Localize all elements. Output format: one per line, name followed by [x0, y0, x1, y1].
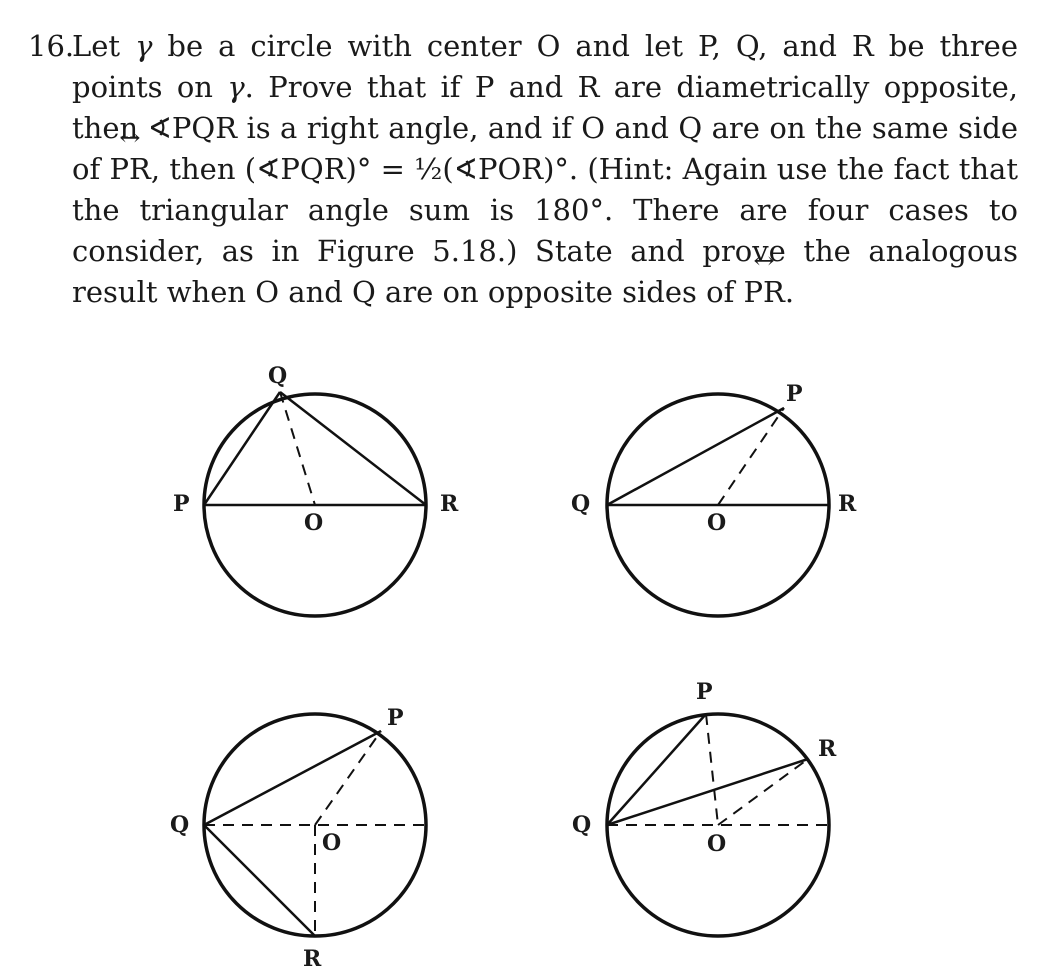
text-part-5: . [784, 275, 795, 309]
segment-qr [280, 392, 426, 505]
line-pr-notation: ↔ PR [744, 272, 785, 313]
label-q: Q [170, 812, 190, 838]
label-p: P [173, 491, 190, 517]
label-o: O [322, 830, 342, 856]
label-o: O [707, 831, 727, 857]
figure-case-2 [571, 381, 857, 616]
gamma-symbol: γ [227, 70, 245, 104]
label-r: R [818, 736, 837, 762]
segment-oq-dashed [280, 392, 315, 505]
text-part-4: , then (∢PQR)° = ½(∢POR)°. (Hint: Again use the fact that the triangular angle sum is 180°. There are four cases to consider, as in Figure 5.18.) State and prove the analogous result when O and Q are on opposite sides of [72, 152, 1018, 309]
figure-case-3 [170, 705, 426, 972]
label-p: P [387, 705, 404, 731]
label-r: R [440, 491, 459, 517]
label-o: O [707, 510, 727, 536]
figure-case-1 [173, 363, 459, 616]
segment-op-dashed [315, 731, 381, 825]
label-r: R [303, 946, 322, 972]
label-q: Q [572, 812, 592, 838]
text-part-2: be a circle with center O and let P, Q, and R be three points on [72, 29, 1018, 104]
label-q: Q [571, 491, 591, 517]
segment-po-dashed [706, 714, 718, 825]
gamma-symbol: γ [135, 29, 153, 63]
label-r: R [838, 491, 857, 517]
segment-op-dashed [718, 408, 784, 505]
label-q: Q [268, 363, 288, 389]
text-part-1: Let [72, 29, 136, 63]
segment-or-dashed [718, 759, 808, 825]
figure-case-4 [572, 679, 837, 936]
line-pr-notation: ↔ PR [109, 149, 150, 190]
segment-pq [204, 392, 280, 505]
segment-qp [607, 408, 784, 505]
label-p: P [696, 679, 713, 705]
segment-qp [204, 731, 381, 825]
problem-number: 16. [28, 29, 75, 63]
text-part-3: . Prove that if P and R are diametrically opposite, then ∢PQR is a right angle, and if O and Q are on the same side of [72, 70, 1018, 186]
label-o: O [304, 510, 324, 536]
label-p: P [786, 381, 803, 407]
